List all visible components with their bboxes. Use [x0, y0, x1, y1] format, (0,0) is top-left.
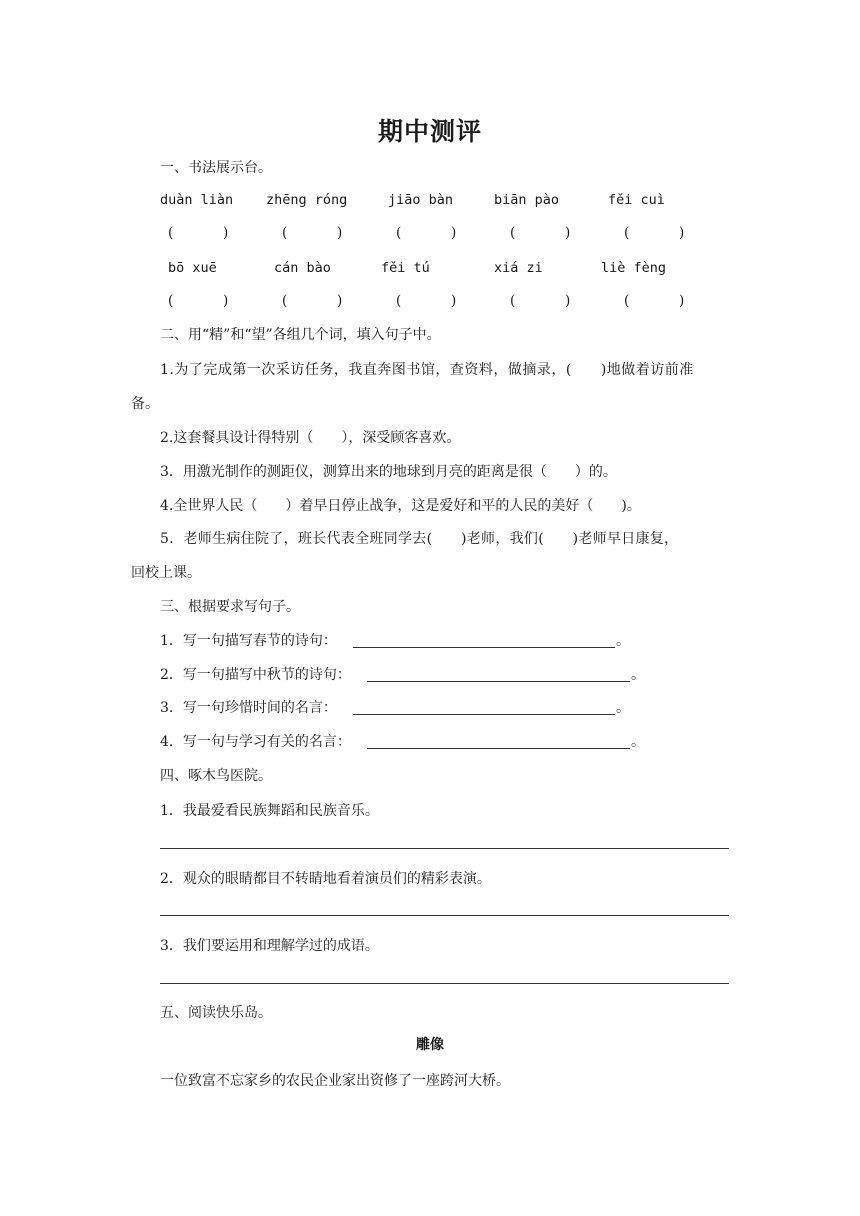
- question-2: 2.这套餐具设计得特别（ ），深受顾客喜欢。: [160, 430, 461, 446]
- blank-close-paren: ): [337, 293, 343, 309]
- blank-open-paren: (: [168, 293, 174, 309]
- sentence-end: 。: [631, 734, 645, 750]
- blank-open-paren: (: [168, 225, 174, 241]
- pinyin-item: fěi cuì: [608, 192, 665, 208]
- blank-open-paren: (: [396, 225, 402, 241]
- blank-close-paren: ): [451, 225, 457, 241]
- story-first-line: 一位致富不忘家乡的农民企业家出资修了一座跨河大桥。: [160, 1073, 510, 1089]
- correction-answer-line[interactable]: [160, 848, 729, 849]
- blank-close-paren: ): [337, 225, 343, 241]
- blank-close-paren: ): [451, 293, 457, 309]
- correction-sentence-1: 1．我最爱看民族舞蹈和民族音乐。: [160, 803, 379, 819]
- sentence-prompt-3: 3．写一句珍惜时间的名言：: [160, 700, 337, 716]
- correction-sentence-2: 2．观众的眼睛都目不转睛地看着演员们的精彩表演。: [160, 871, 491, 887]
- blank-close-paren: ): [223, 293, 229, 309]
- correction-answer-line[interactable]: [160, 915, 729, 916]
- sentence-prompt-1: 1．写一句描写春节的诗句：: [160, 633, 337, 649]
- blank-open-paren: (: [282, 293, 288, 309]
- question-3: 3．用激光制作的测距仪，测算出来的地球到月亮的距离是很（ ）的。: [160, 464, 617, 480]
- blank-open-paren: (: [624, 293, 630, 309]
- answer-line[interactable]: [353, 647, 615, 648]
- sentence-end: 。: [616, 700, 630, 716]
- story-title: 雕像: [416, 1037, 444, 1053]
- blank-open-paren: (: [624, 225, 630, 241]
- question-4: 4.全世界人民（ ）着早日停止战争，这是爱好和平的人民的美好（ )。: [160, 498, 641, 514]
- question-1-line-1: 1.为了完成第一次采访任务，我直奔图书馆，查资料，做摘录，( )地做着访前准: [160, 362, 694, 378]
- pinyin-item: xiá zi: [494, 260, 543, 276]
- pinyin-item: liè fèng: [601, 260, 667, 276]
- sentence-end: 。: [616, 633, 630, 649]
- section2-heading: 二、用“精”和“望”各组几个词，填入句子中。: [160, 327, 441, 343]
- page-title: 期中测评: [377, 117, 482, 146]
- pinyin-item: biān pào: [494, 192, 560, 208]
- pinyin-item: zhēng róng: [266, 192, 348, 208]
- pinyin-item: jiāo bàn: [388, 192, 454, 208]
- blank-close-paren: ): [223, 225, 229, 241]
- section3-heading: 三、根据要求写句子。: [160, 599, 300, 615]
- sentence-end: 。: [631, 667, 645, 683]
- answer-line[interactable]: [367, 748, 630, 749]
- blank-open-paren: (: [282, 225, 288, 241]
- correction-sentence-3: 3．我们要运用和理解学过的成语。: [160, 938, 379, 954]
- section4-heading: 四、啄木鸟医院。: [160, 768, 272, 784]
- blank-open-paren: (: [510, 225, 516, 241]
- pinyin-item: cán bào: [274, 260, 331, 276]
- pinyin-item: bō xuē: [168, 260, 217, 276]
- blank-open-paren: (: [396, 293, 402, 309]
- section5-heading: 五、阅读快乐岛。: [160, 1005, 272, 1021]
- answer-line[interactable]: [367, 681, 630, 682]
- blank-close-paren: ): [679, 225, 685, 241]
- question-5-line-1: 5．老师生病住院了，班长代表全班同学去( )老师，我们( )老师早日康复，: [160, 531, 679, 547]
- blank-close-paren: ): [565, 225, 571, 241]
- blank-close-paren: ): [679, 293, 685, 309]
- pinyin-item: fěi tú: [381, 260, 430, 276]
- question-5-line-2: 回校上课。: [131, 565, 201, 581]
- pinyin-item: duàn liàn: [160, 192, 234, 208]
- sentence-prompt-4: 4．写一句与学习有关的名言：: [160, 734, 351, 750]
- answer-line[interactable]: [353, 714, 615, 715]
- question-1-line-2: 备。: [131, 396, 159, 412]
- correction-answer-line[interactable]: [160, 983, 729, 984]
- section1-heading: 一、书法展示台。: [160, 160, 272, 176]
- blank-close-paren: ): [565, 293, 571, 309]
- blank-open-paren: (: [510, 293, 516, 309]
- sentence-prompt-2: 2．写一句描写中秋节的诗句：: [160, 667, 351, 683]
